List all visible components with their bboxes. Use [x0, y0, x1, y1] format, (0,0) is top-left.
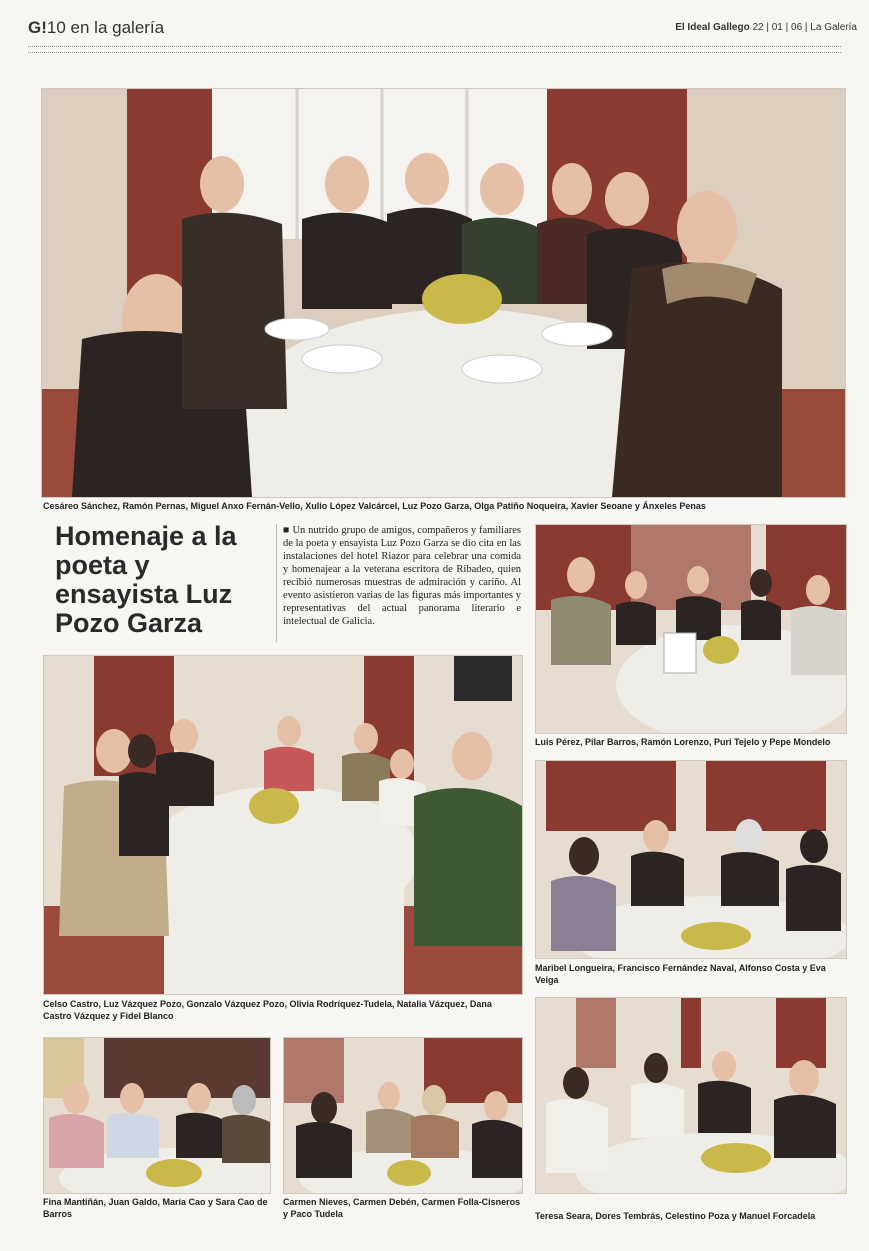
photo-bottom-3-caption: Teresa Seara, Dores Tembrás, Celestino Poza y Manuel Forcadela — [535, 1211, 816, 1221]
page-number: 10 — [46, 18, 66, 37]
masthead-info: El Ideal Gallego 22 | 01 | 06 | La Galería — [675, 22, 857, 33]
issue-date: 22 | 01 | 06 — [752, 22, 803, 33]
column-divider — [276, 524, 277, 642]
section-right: La Galería — [810, 22, 857, 33]
photo-right-2-caption: Maribel Longueira, Francisco Fernández Naval, Alfonso Costa y Eva Veiga — [535, 963, 826, 985]
photo-left-middle-caption: Celso Castro, Luz Vázquez Pozo, Gonzalo Vázquez Pozo, Olivia Rodríquez-Tudela, Natalia Vázquez, Dana Castro Vázquez y Fidel Blanco — [43, 999, 492, 1021]
photo-bottom-1-caption: Fina Mantiñán, Juan Galdo, María Cao y Sara Cao de Barros — [43, 1197, 268, 1219]
photo-left-middle — [43, 655, 523, 995]
photo-bottom-1 — [43, 1037, 271, 1194]
photo-bottom-3 — [535, 997, 847, 1194]
photo-right-1 — [535, 524, 847, 734]
photo-right-2 — [535, 760, 847, 959]
photo-bottom-2-caption: Carmen Nieves, Carmen Debén, Carmen Folla-Cisneros y Paco Tudela — [283, 1197, 521, 1219]
section-name: en la galería — [70, 18, 165, 37]
header-rule — [28, 46, 841, 47]
section-mark: G! — [28, 18, 47, 37]
bullet-square: ■ — [283, 525, 293, 536]
article-body-text: Un nutrido grupo de amigos, compañeros y familiares de la poeta y ensayista Luz Pozo Garza se dio cita en las instalaciones del hotel Riazor para celebrar una comida y homenajear a la veterana escritora de Ribadeo, quien recibió numerosas muestras de admiración y cariño. Al evento asistieron varias de las figuras más importantes y representativas del actual panorama literario e intelectual de Galicia. — [283, 525, 521, 627]
main-photo — [41, 88, 846, 498]
photo-right-1-caption: Luis Pérez, Pilar Barros, Ramón Lorenzo, Puri Tejelo y Pepe Mondelo — [535, 737, 831, 747]
header-rule-2 — [28, 52, 841, 53]
photo-bottom-2 — [283, 1037, 523, 1194]
article-body — [283, 524, 521, 628]
section-header — [28, 18, 164, 38]
newspaper-name: El Ideal Gallego — [675, 22, 750, 33]
article-headline: Homenaje a la poeta y ensayista Luz Pozo Garza — [55, 521, 237, 638]
main-photo-caption: Cesáreo Sánchez, Ramón Pernas, Miguel Anxo Fernán-Vello, Xulio López Valcárcel, Luz Pozo Garza, Olga Patiño Noqueira, Xavier Seoane y Ánxeles Penas — [43, 501, 706, 511]
